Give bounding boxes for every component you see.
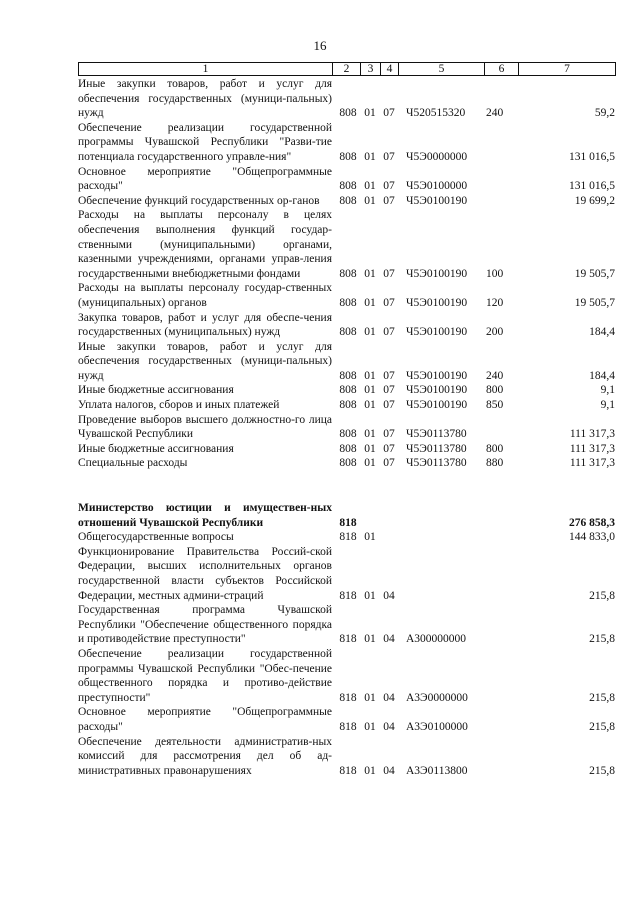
target-article-code: Ч5Э0100190: [406, 267, 468, 280]
target-article-code: А3Э0000000: [406, 691, 468, 704]
table-row: [78, 281, 615, 310]
table-row: [78, 545, 615, 603]
table-row: [78, 501, 615, 530]
row-name: Специальные расходы: [78, 457, 188, 470]
subsection-code: 07: [383, 296, 395, 309]
target-article-code: А3Э0100000: [406, 720, 468, 733]
subsection-code: 04: [383, 589, 395, 602]
ministry-code: 808: [339, 326, 357, 339]
ministry-code: 818: [339, 531, 357, 544]
section-code: 01: [364, 442, 376, 455]
row-name: Иные бюджетные ассигнования: [78, 442, 234, 455]
amount: 144 833,0: [569, 531, 615, 544]
target-article-code: Ч5Э0100190: [406, 384, 468, 397]
table-row: [78, 647, 615, 705]
section-code: 01: [364, 369, 376, 382]
expense-type-code: 240: [486, 369, 504, 382]
expense-type-code: 100: [486, 267, 504, 280]
section-code: 01: [364, 267, 376, 280]
section-code: 01: [364, 399, 376, 412]
section-code: 01: [364, 531, 376, 544]
amount: 9,1: [600, 399, 615, 412]
column-header-table: [78, 62, 616, 76]
table-row: [78, 456, 615, 471]
row-name: Обеспечение функций государственных ор-ганов: [78, 194, 320, 207]
section-spacer: [78, 471, 615, 501]
amount: 9,1: [600, 384, 615, 397]
expense-type-code: 800: [486, 384, 504, 397]
header-cell: 1: [79, 63, 333, 76]
subsection-code: 07: [383, 399, 395, 412]
subsection-code: 07: [383, 384, 395, 397]
target-article-code: Ч520515320: [406, 107, 466, 120]
section-code: 01: [364, 150, 376, 163]
amount: 19 505,7: [574, 296, 615, 309]
row-name: Общегосударственные вопросы: [78, 531, 234, 544]
section-code: 01: [364, 384, 376, 397]
subsection-code: 07: [383, 369, 395, 382]
table-row: [78, 340, 615, 384]
table-row: [78, 398, 615, 413]
amount: 215,8: [589, 691, 615, 704]
amount: 276 858,3: [569, 516, 615, 529]
subsection-code: 07: [383, 180, 395, 193]
expense-type-code: 120: [486, 296, 504, 309]
ministry-code: 808: [339, 194, 357, 207]
amount: 111 317,3: [569, 428, 615, 441]
target-article-code: А3Э0113800: [406, 764, 468, 777]
table-row: [78, 442, 615, 457]
table-row: [78, 530, 615, 545]
amount: 184,4: [589, 369, 615, 382]
table-row: [78, 311, 615, 340]
table-row: [78, 603, 615, 647]
amount: 215,8: [589, 633, 615, 646]
header-cell: 6: [485, 63, 519, 76]
row-name: Обеспечение реализации государственной программы Чувашской Республики "Разви-тие потенциала государственного управле-ния": [78, 121, 332, 163]
target-article-code: Ч5Э0100190: [406, 399, 468, 412]
table-row: [78, 194, 615, 209]
section-code: 01: [364, 589, 376, 602]
subsection-code: 07: [383, 267, 395, 280]
row-name: Обеспечение реализации государственной программы Чувашской Республики "Обес-печение общественного порядка и противо-действие преступности": [78, 647, 332, 704]
table-row: [78, 735, 615, 779]
amount: 131 016,5: [569, 150, 615, 163]
section-code: 01: [364, 428, 376, 441]
ministry-code: 808: [339, 296, 357, 309]
row-name: Иные закупки товаров, работ и услуг для обеспечения государственных (муници-пальных) нужд: [78, 340, 332, 382]
target-article-code: Ч5Э0113780: [406, 428, 467, 441]
section-code: 01: [364, 326, 376, 339]
header-cell: 5: [399, 63, 485, 76]
header-cell: 2: [333, 63, 361, 76]
target-article-code: Ч5Э0100190: [406, 296, 468, 309]
expense-type-code: 850: [486, 399, 504, 412]
row-name: Государственная программа Чувашской Республики "Обеспечение общественного порядка и противодействие преступности": [78, 604, 332, 646]
expense-type-code: 240: [486, 107, 504, 120]
header-cell: 7: [519, 63, 616, 76]
ministry-code: 808: [339, 399, 357, 412]
row-name: Министерство юстиции и имуществен-ных отношений Чувашской Республики: [78, 502, 332, 529]
amount: 59,2: [594, 107, 615, 120]
ministry-code: 808: [339, 150, 357, 163]
section-code: 01: [364, 457, 376, 470]
section-code: 01: [364, 194, 376, 207]
subsection-code: 04: [383, 691, 395, 704]
ministry-code: 808: [339, 457, 357, 470]
amount: 19 699,2: [574, 194, 615, 207]
subsection-code: 07: [383, 457, 395, 470]
row-name: Основное мероприятие "Общепрограммные расходы": [78, 706, 332, 733]
amount: 111 317,3: [569, 457, 615, 470]
subsection-code: 07: [383, 150, 395, 163]
ministry-code: 818: [339, 691, 357, 704]
subsection-code: 04: [383, 764, 395, 777]
amount: 131 016,5: [569, 180, 615, 193]
section-code: 01: [364, 764, 376, 777]
subsection-code: 07: [383, 428, 395, 441]
ministry-code: 818: [339, 589, 357, 602]
table-row: [78, 705, 615, 734]
target-article-code: Ч5Э0113780: [406, 442, 467, 455]
section-code: 01: [364, 107, 376, 120]
target-article-code: Ч5Э0100190: [406, 194, 468, 207]
amount: 215,8: [589, 720, 615, 733]
table-row: [78, 165, 615, 194]
target-article-code: Ч5Э0100190: [406, 326, 468, 339]
expense-type-code: 800: [486, 442, 504, 455]
target-article-code: Ч5Э0100000: [406, 180, 468, 193]
section-code: 01: [364, 691, 376, 704]
amount: 215,8: [589, 764, 615, 777]
ministry-code: 808: [339, 107, 357, 120]
section-code: 01: [364, 296, 376, 309]
target-article-code: Ч5Э0100190: [406, 369, 468, 382]
column-header-row: [79, 63, 616, 76]
row-name: Обеспечение деятельности административ-ных комиссий для рассмотрения дел об ад-министративных правонарушениях: [78, 735, 332, 777]
table-row: [78, 413, 615, 442]
row-name: Расходы на выплаты персоналу в целях обеспечения выполнения функций государ-ственными (муниципальными) органами, казенными учреждениями, органами управ-ления государственными внебюджетными фондами: [78, 209, 332, 280]
ministry-code: 818: [339, 764, 357, 777]
expense-type-code: 200: [486, 326, 504, 339]
target-article-code: Ч5Э0000000: [406, 150, 468, 163]
row-name: Закупка товаров, работ и услуг для обеспе-чения государственных (муниципальных) нужд: [78, 311, 332, 339]
ministry-code: 818: [339, 516, 357, 529]
ministry-code: 808: [339, 369, 357, 382]
section-code: 01: [364, 633, 376, 646]
subsection-code: 04: [383, 633, 395, 646]
row-name: Функционирование Правительства Россий-ской Федерации, высших исполнительных органов государственной власти субъектов Российской Федерации, местных админи-страций: [78, 545, 332, 602]
row-name: Основное мероприятие "Общепрограммные расходы": [78, 165, 332, 193]
subsection-code: 07: [383, 107, 395, 120]
ministry-code: 808: [339, 442, 357, 455]
ministry-code: 808: [339, 267, 357, 280]
page-number: 16: [313, 38, 327, 53]
table-row: [78, 121, 615, 165]
ministry-code: 808: [339, 384, 357, 397]
table-row: [78, 383, 615, 398]
row-name: Уплата налогов, сборов и иных платежей: [78, 399, 280, 412]
header-cell: 4: [381, 63, 399, 76]
row-name: Проведение выборов высшего должностно-го лица Чувашской Республики: [78, 413, 332, 441]
ministry-code: 808: [339, 180, 357, 193]
header-cell: 3: [361, 63, 381, 76]
expense-type-code: 880: [486, 457, 504, 470]
ministry-code: 818: [339, 720, 357, 733]
row-name: Расходы на выплаты персоналу государ-ственных (муниципальных) органов: [78, 282, 332, 309]
table-row: [78, 77, 615, 121]
target-article-code: А300000000: [406, 633, 467, 646]
subsection-code: 07: [383, 442, 395, 455]
row-name: Иные бюджетные ассигнования: [78, 384, 234, 397]
section-code: 01: [364, 720, 376, 733]
subsection-code: 04: [383, 720, 395, 733]
amount: 19 505,7: [574, 267, 615, 280]
budget-rows: [78, 77, 615, 778]
amount: 111 317,3: [569, 442, 615, 455]
amount: 184,4: [589, 326, 615, 339]
ministry-code: 818: [339, 633, 357, 646]
subsection-code: 07: [383, 194, 395, 207]
row-name: Иные закупки товаров, работ и услуг для обеспечения государственных (муници-пальных) нужд: [78, 78, 332, 120]
amount: 215,8: [589, 589, 615, 602]
target-article-code: Ч5Э0113780: [406, 457, 467, 470]
section-code: 01: [364, 180, 376, 193]
subsection-code: 07: [383, 326, 395, 339]
ministry-code: 808: [339, 428, 357, 441]
table-row: [78, 208, 615, 281]
